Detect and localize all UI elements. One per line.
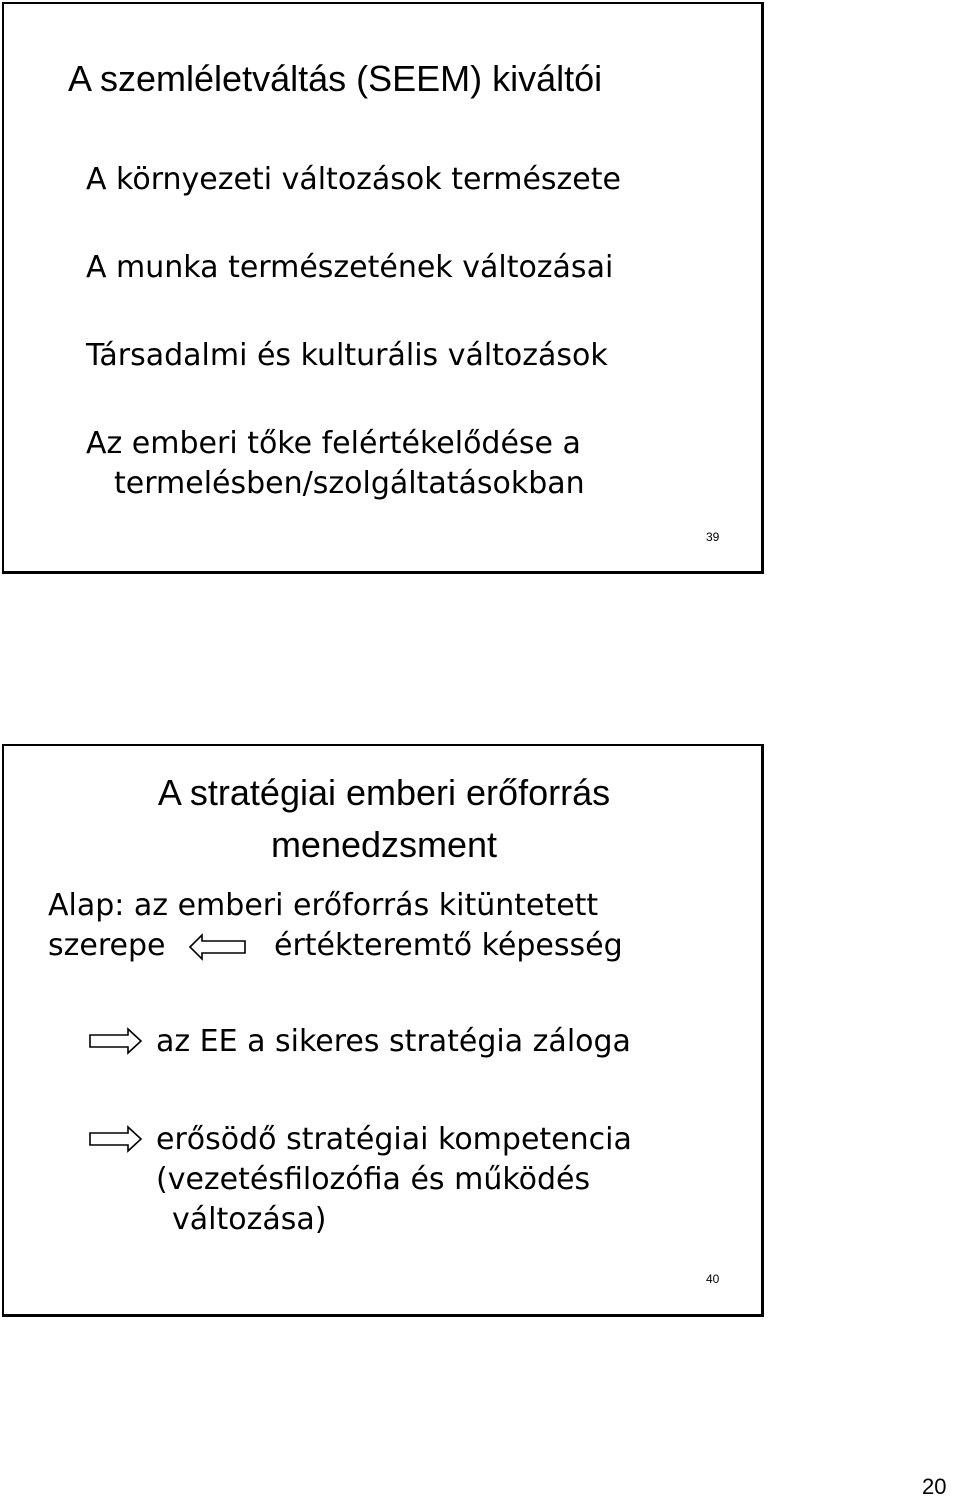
list-item: A munka természetének változásai [86, 250, 614, 285]
arrow-right-icon [88, 1122, 144, 1156]
point-1: az EE a sikeres stratégia záloga [156, 1024, 631, 1059]
slide-title-line2: menedzsment [270, 824, 498, 865]
arrow-left-icon [188, 930, 248, 964]
slide-40 [2, 744, 764, 1317]
basis-line: Alap: az emberi erőforrás kitüntetett [48, 888, 599, 923]
arrow-right-icon [88, 1024, 144, 1058]
point-2-line1: erősödő stratégiai kompetencia [156, 1122, 632, 1157]
slide-title: A szemléletváltás (SEEM) kiváltói [68, 58, 603, 99]
slide-39 [2, 2, 764, 574]
list-item: Az emberi tőke felértékelődése a [86, 426, 581, 461]
list-item: Társadalmi és kulturális változások [86, 338, 608, 373]
point-2-line2: (vezetésfilozófia és működés [156, 1162, 591, 1197]
point-2-line3: változása) [172, 1202, 327, 1237]
slide-number: 40 [706, 1272, 720, 1286]
slide-title-line1: A stratégiai emberi erőforrás [157, 772, 611, 813]
list-item-continuation: termelésben/szolgáltatásokban [114, 466, 585, 501]
slide-number: 39 [706, 530, 720, 544]
basis-left-text: szerepe [48, 928, 166, 963]
page-number: 20 [922, 1474, 947, 1499]
list-item: A környezeti változások természete [86, 162, 621, 197]
basis-right-text: értékteremtő képesség [274, 928, 623, 963]
